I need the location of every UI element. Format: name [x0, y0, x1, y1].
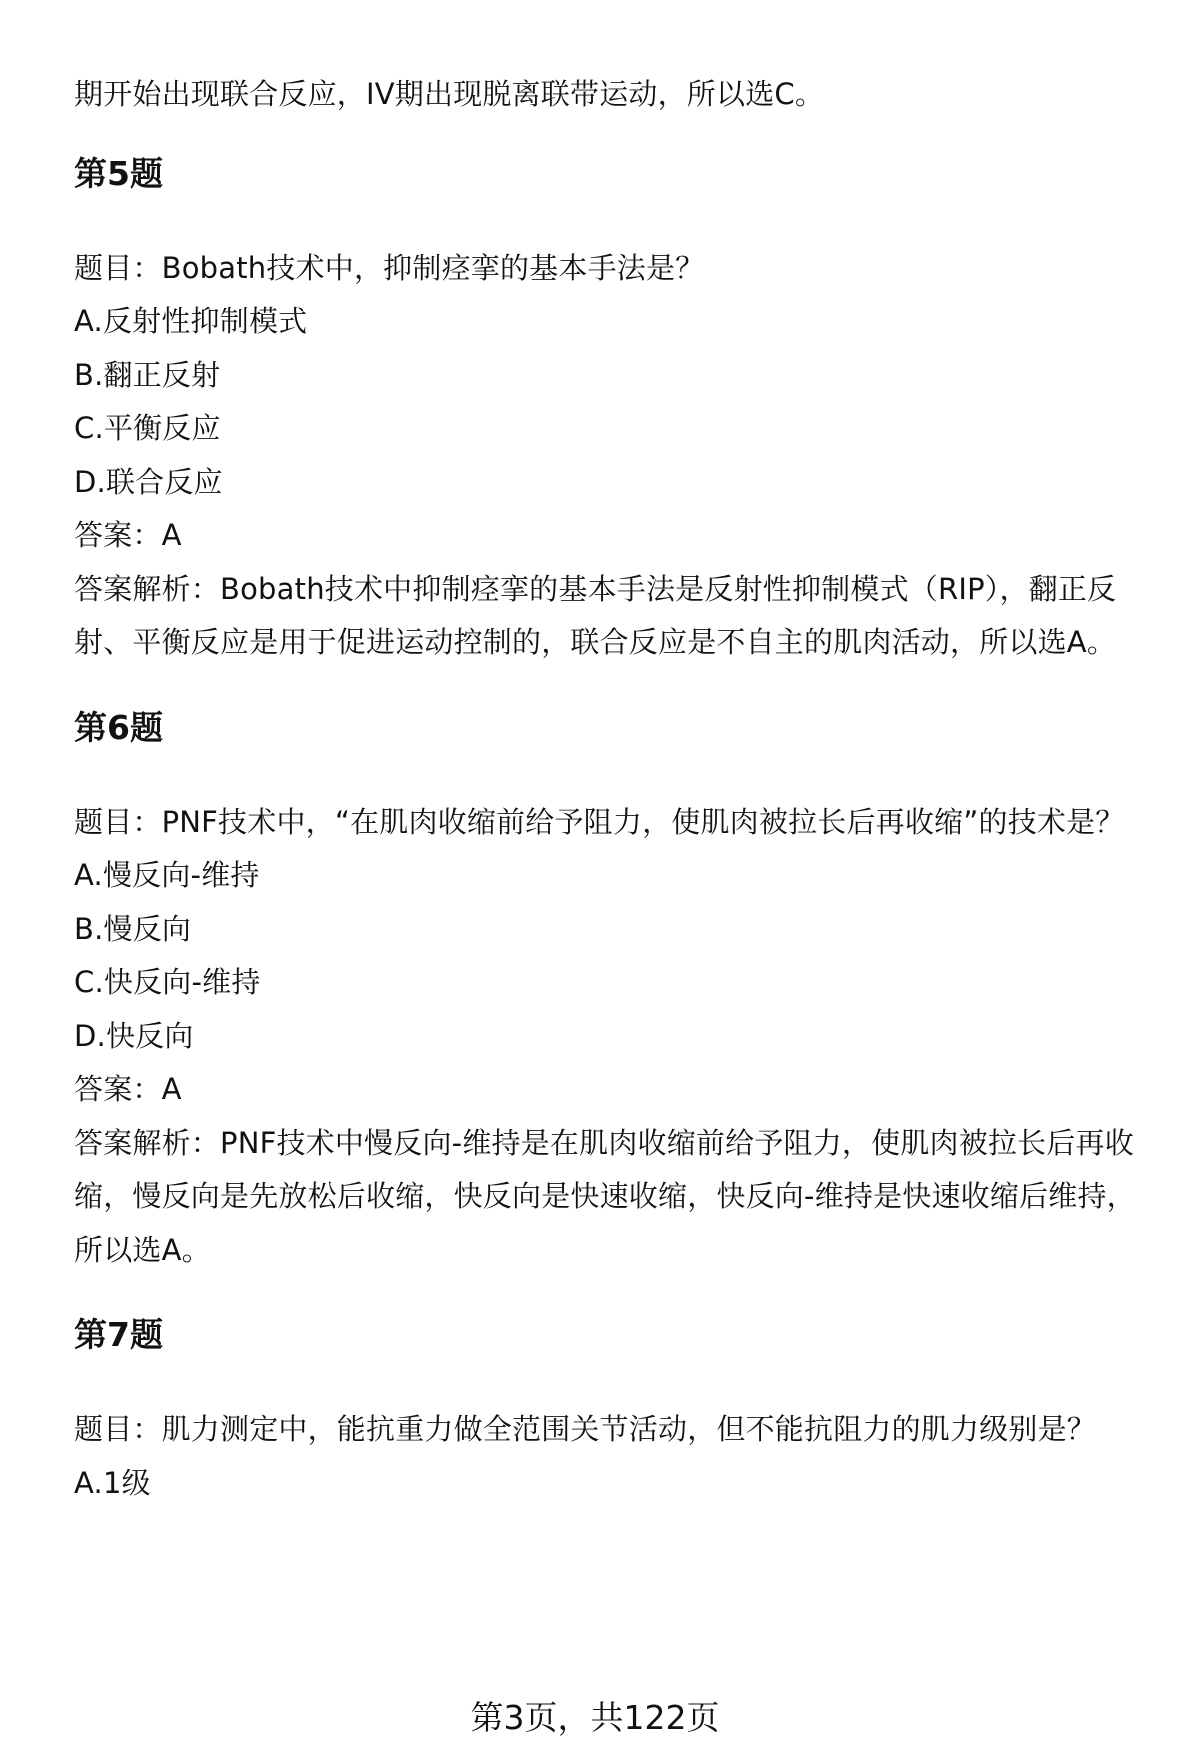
- question-5-option-b: B.翻正反射: [74, 358, 221, 392]
- question-6-option-a: A.慢反向-维持: [74, 858, 260, 892]
- question-7-option-a: A.1级: [74, 1466, 151, 1500]
- page-number: 第3页，共122页: [470, 1698, 720, 1737]
- question-6-explanation-line: 缩，慢反向是先放松后收缩，快反向是快速收缩，快反向-维持是快速收缩后维持，: [74, 1179, 1136, 1213]
- question-6-option-b: B.慢反向: [74, 912, 192, 946]
- question-6-stem: 题目：PNF技术中，“在肌肉收缩前给予阻力，使肌肉被拉长后再收缩”的技术是？: [74, 805, 1125, 839]
- question-6-explanation-line: 所以选A。: [74, 1233, 211, 1267]
- question-6-option-c: C.快反向-维持: [74, 965, 261, 999]
- question-7-heading: 第7题: [74, 1315, 163, 1354]
- question-5-option-c: C.平衡反应: [74, 411, 221, 445]
- question-6-heading: 第6题: [74, 708, 163, 747]
- question-6-explanation-line: 答案解析：PNF技术中慢反向-维持是在肌肉收缩前给予阻力，使肌肉被拉长后再收: [74, 1126, 1134, 1160]
- question-6-answer: 答案：A: [74, 1072, 182, 1106]
- question-6-option-d: D.快反向: [74, 1019, 194, 1053]
- question-5-stem: 题目：Bobath技术中，抑制痉挛的基本手法是？: [74, 251, 705, 285]
- question-5-heading: 第5题: [74, 154, 163, 193]
- question-5-option-d: D.联合反应: [74, 465, 223, 499]
- question-5-option-a: A.反射性抑制模式: [74, 304, 308, 338]
- question-7-stem: 题目：肌力测定中，能抗重力做全范围关节活动，但不能抗阻力的肌力级别是？: [74, 1412, 1097, 1446]
- question-5-explanation-line: 答案解析：Bobath技术中抑制痉挛的基本手法是反射性抑制模式（RIP），翻正反: [74, 572, 1117, 606]
- question-5-answer: 答案：A: [74, 518, 182, 552]
- question-5-explanation-line: 射、平衡反应是用于促进运动控制的，联合反应是不自主的肌肉活动，所以选A。: [74, 625, 1117, 659]
- continuation-text: 期开始出现联合反应，IV期出现脱离联带运动，所以选C。: [74, 77, 825, 111]
